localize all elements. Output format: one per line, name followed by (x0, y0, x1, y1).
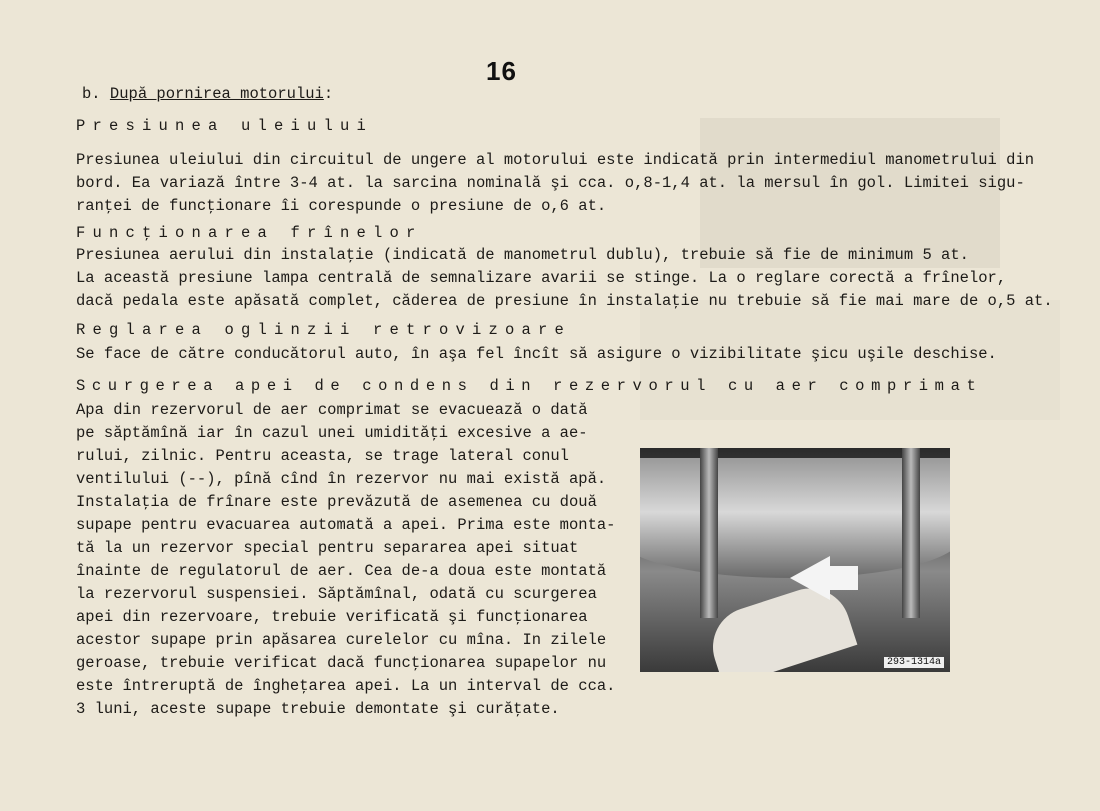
paragraph-line: acestor supape prin apăsarea curelelor cu mîna. In zilele (76, 631, 607, 649)
paragraph-line: Apa din rezervorul de aer comprimat se evacuează o dată (76, 401, 588, 419)
tank-strap (700, 448, 718, 618)
arrow-shaft (828, 566, 858, 590)
paragraph-line: dacă pedala este apăsată complet, căderea de presiune în instalaţie nu trebuie să fie mai mare de o,5 at. (76, 292, 1053, 310)
paragraph-line: tă la un rezervor special pentru separarea apei situat (76, 539, 579, 557)
section-heading (82, 84, 333, 104)
paragraph-line: supape pentru evacuarea automată a apei. Prima este monta- (76, 516, 616, 534)
section-suffix: : (323, 85, 334, 103)
page-number: 16 (486, 56, 517, 86)
paragraph-line: 3 luni, aceste supape trebuie demontate şi curăţate. (76, 700, 560, 718)
hand-shape (703, 578, 858, 672)
heading-brakes: Funcţionarea frînelor (76, 224, 423, 242)
figure-code: 293-1314a (884, 657, 944, 668)
heading-mirror: Reglarea oglinzii retrovizoare (76, 321, 572, 339)
section-prefix: b. (82, 85, 101, 103)
paragraph-line: pe săptămînă iar în cazul unei umidităţi excesive a ae- (76, 424, 588, 442)
paragraph-line: Se face de către conducătorul auto, în aşa fel încît să asigure o vizibilitate şicu uşile deschise. (76, 345, 997, 363)
paragraph-line: înainte de regulatorul de aer. Cea de-a doua este montată (76, 562, 607, 580)
paragraph-line: bord. Ea variază între 3-4 at. la sarcina nominală şi cca. o,8-1,4 at. la mersul în gol. Limitei sigu- (76, 174, 1025, 192)
tank-strap (902, 448, 920, 618)
paragraph-line: rului, zilnic. Pentru aceasta, se trage lateral conul (76, 447, 569, 465)
paragraph-line: ranţei de funcţionare îi corespunde o presiune de o,6 at. (76, 197, 607, 215)
paragraph-line: Presiunea aerului din instalaţie (indicată de manometrul dublu), trebuie să fie de minimum 5 at. (76, 246, 969, 264)
heading-condensation: Scurgerea apei de condens din rezervorul cu aer comprimat (76, 377, 983, 395)
paragraph-line: ventilului (--), pînă cînd în rezervor nu mai există apă. (76, 470, 607, 488)
paragraph-line: apei din rezervoare, trebuie verificată şi funcţionarea (76, 608, 588, 626)
paragraph-line: la rezervorul suspensiei. Săptămînal, odată cu scurgerea (76, 585, 597, 603)
paragraph-line: Presiunea uleiului din circuitul de ungere al motorului este indicată prin intermediul manometrului din (76, 151, 1035, 169)
paragraph-line: La această presiune lampa centrală de semnalizare avarii se stinge. La o reglare corectă a frînelor, (76, 269, 1007, 287)
arrow-icon (790, 556, 830, 600)
section-title: După pornirea motorului (109, 85, 324, 103)
paragraph-line: geroase, trebuie verificat dacă funcţionarea supapelor nu (76, 654, 607, 672)
figure-photo (640, 448, 950, 672)
paragraph-line: Instalaţia de frînare este prevăzută de asemenea cu două (76, 493, 597, 511)
heading-oil-pressure: Presiunea uleiului (76, 117, 374, 135)
paragraph-line: este întreruptă de îngheţarea apei. La un interval de cca. (76, 677, 616, 695)
